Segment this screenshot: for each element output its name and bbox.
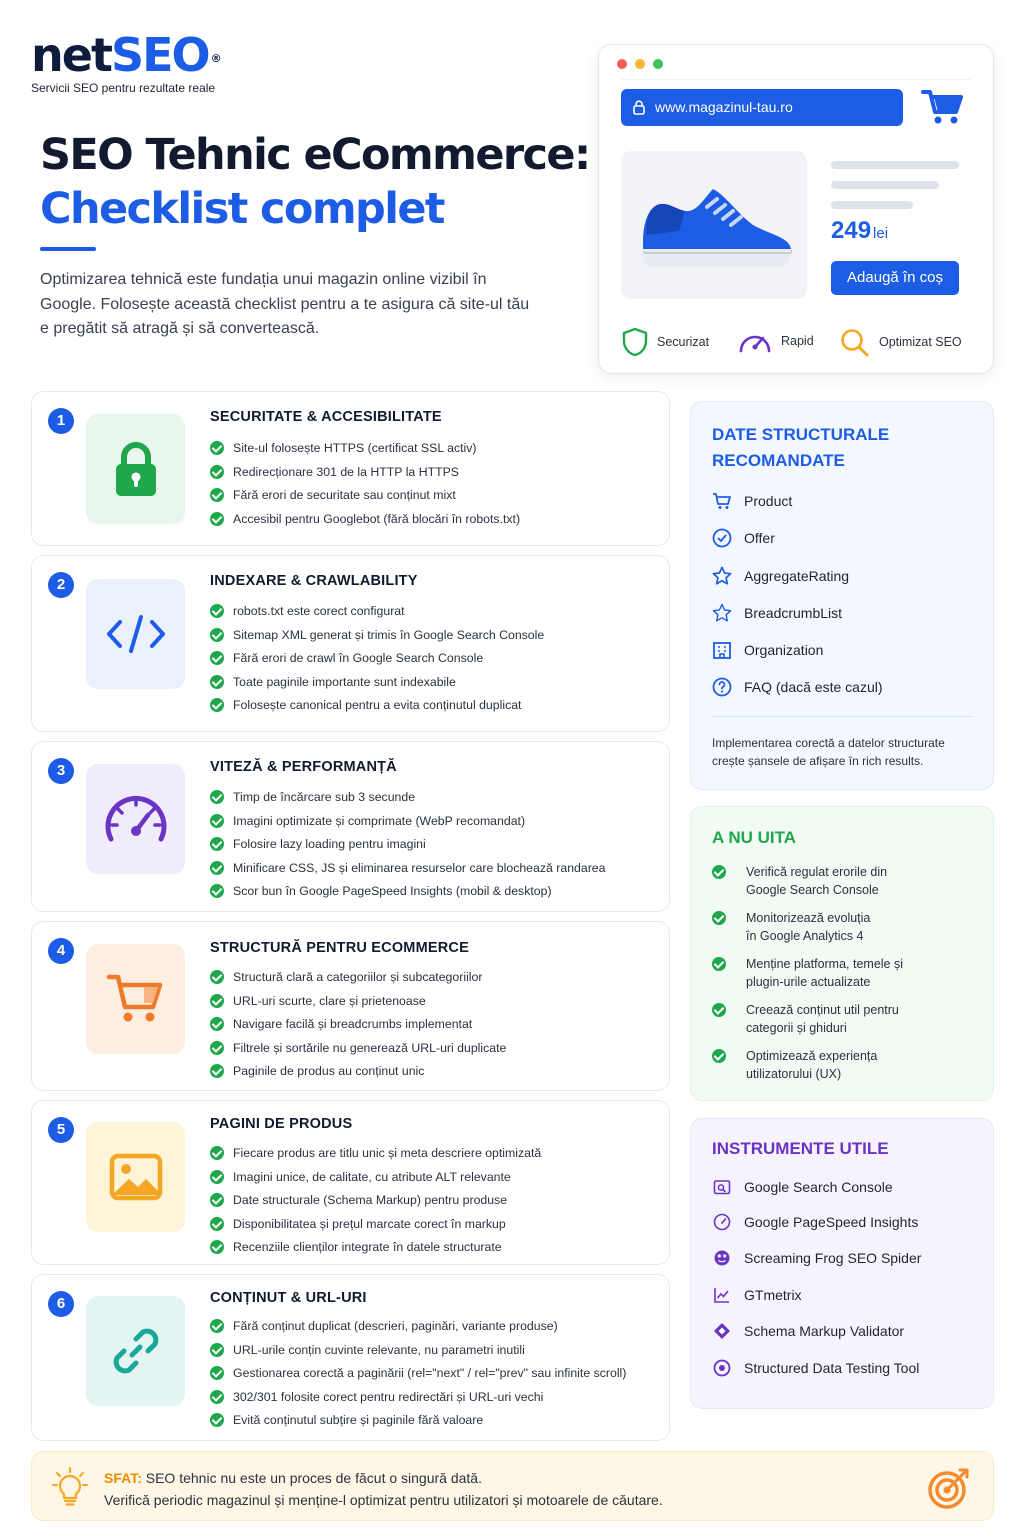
tip-banner — [31, 1451, 994, 1521]
tip-text: SFAT: SEO tehnic nu este un proces de făcut o singură dată. Verifică periodic magazinul și menține-l optimizat pentru utilizatori și motoarele de căutare. — [104, 1470, 663, 1508]
check-icon — [210, 814, 224, 828]
structured-data-note: Implementarea corectă a datelor structurate crește șansele de afișare în rich results. — [712, 736, 945, 768]
check-icon — [210, 465, 224, 479]
check-icon — [210, 1170, 224, 1184]
reminder-item: Menține platforma, temele și plugin-urile actualizate — [712, 955, 952, 991]
checklist-item: Toate paginile importante sunt indexabile — [210, 673, 544, 697]
checklist-item: Date structurale (Schema Markup) pentru produse — [210, 1191, 541, 1215]
checklist — [210, 1317, 626, 1435]
magnifier-icon — [839, 327, 871, 357]
browser-mockup — [598, 44, 994, 374]
checklist-item: Structură clară a categoriilor și subcategoriilor — [210, 968, 506, 992]
tool-item: Structured Data Testing Tool — [712, 1358, 919, 1378]
section-icon-box — [86, 1296, 185, 1406]
window-maximize-dot — [653, 59, 663, 69]
check-icon — [210, 1319, 224, 1333]
checklist-item: Filtrele și sortările nu generează URL-uri duplicate — [210, 1039, 506, 1063]
checklist-item: Imagini unice, de calitate, cu atribute ALT relevante — [210, 1168, 541, 1192]
checklist-item: Fără erori de crawl în Google Search Console — [210, 649, 544, 673]
checklist — [210, 602, 544, 720]
gauge-icon — [713, 1213, 731, 1231]
star-outline-icon — [712, 603, 732, 623]
browser-divider — [621, 79, 971, 80]
check-icon — [210, 698, 224, 712]
checklist-item: Site-ul folosește HTTPS (certificat SSL activ) — [210, 439, 520, 463]
panel-title: DATE STRUCTURALE RECOMANDATE — [712, 425, 890, 470]
checklist — [210, 968, 506, 1086]
checklist-item: Fără conținut duplicat (descrieri, paginări, variante produse) — [210, 1317, 626, 1341]
lock-icon — [633, 100, 645, 115]
tool-item: Screaming Frog SEO Spider — [712, 1248, 921, 1268]
intro-text: Optimizarea tehnică este fundația unui magazin online vizibil în Google. Folosește această checklist pentru a te asigura că site-ul tău e pregătit să atragă și să convertească. — [40, 271, 530, 337]
checklist-item: Navigare facilă și breadcrumbs implementat — [210, 1015, 506, 1039]
address-url: www.magazinul-tau.ro — [655, 99, 793, 115]
section-title: CONȚINUT & URL-URI — [210, 1290, 367, 1306]
cart-icon — [106, 971, 166, 1027]
speedometer-icon — [737, 327, 773, 355]
section-title: STRUCTURĂ PENTRU ECOMMERCE — [210, 940, 469, 956]
address-bar[interactable] — [621, 89, 903, 126]
reminder-item: Verifică regulat erorile din Google Search Console — [712, 863, 952, 899]
logo-wordmark: netSEO ® — [31, 28, 222, 82]
checklist — [210, 439, 520, 533]
checklist-item: Accesibil pentru Googlebot (fără blocări în robots.txt) — [210, 510, 520, 534]
schema-item: Product — [712, 491, 792, 511]
checklist-item: Folosește canonical pentru a evita conținutul duplicat — [210, 696, 544, 720]
check-icon — [210, 994, 224, 1008]
check-icon — [210, 1390, 224, 1404]
target-icon — [927, 1466, 971, 1510]
section-icon-box — [86, 1122, 185, 1232]
section-icon-box — [86, 944, 185, 1054]
check-icon — [210, 790, 224, 804]
building-icon — [712, 640, 732, 660]
checklist-item: Timp de încărcare sub 3 secunde — [210, 788, 606, 812]
shield-icon — [621, 327, 649, 357]
window-minimize-dot — [635, 59, 645, 69]
panel-title: A NU UITA — [712, 828, 797, 847]
settings-icon — [713, 1359, 731, 1377]
check-icon — [210, 884, 224, 898]
section-number: 2 — [48, 572, 74, 598]
section-number: 6 — [48, 1291, 74, 1317]
search-console-icon — [713, 1178, 731, 1196]
section-icon-box — [86, 579, 185, 689]
check-icon — [210, 1017, 224, 1031]
product-image[interactable] — [621, 151, 807, 299]
cart-icon — [712, 492, 732, 510]
tool-item: Google Search Console — [712, 1177, 893, 1197]
check-icon — [210, 861, 224, 875]
frog-icon — [713, 1249, 731, 1267]
checklist — [210, 788, 606, 906]
section-number: 4 — [48, 938, 74, 964]
schema-item: Offer — [712, 528, 775, 548]
window-close-dot — [617, 59, 627, 69]
section-icon-box — [86, 414, 185, 524]
checklist-item: Sitemap XML generat și trimis în Google Search Console — [210, 626, 544, 650]
section-number: 3 — [48, 758, 74, 784]
schema-item: AggregateRating — [712, 566, 849, 586]
check-icon — [210, 675, 224, 689]
logo-tagline: Servicii SEO pentru rezultate reale — [31, 81, 216, 95]
tools-panel — [690, 1118, 994, 1409]
brand-logo — [31, 30, 222, 95]
section-number: 1 — [48, 408, 74, 434]
tool-item: Schema Markup Validator — [712, 1321, 904, 1341]
code-icon — [106, 614, 166, 654]
tool-item: Google PageSpeed Insights — [712, 1212, 918, 1232]
placeholder-line — [831, 181, 939, 189]
checklist-item: Folosire lazy loading pentru imagini — [210, 835, 606, 859]
section-product-pages — [31, 1100, 670, 1265]
section-title: PAGINI DE PRODUS — [210, 1116, 353, 1132]
check-icon — [210, 837, 224, 851]
check-icon — [210, 970, 224, 984]
section-security — [31, 391, 670, 546]
checklist-item: Recenziile clienților integrate în datele structurate — [210, 1238, 541, 1262]
section-number: 5 — [48, 1117, 74, 1143]
check-icon — [210, 1041, 224, 1055]
structured-data-panel — [690, 401, 994, 790]
add-to-cart-button[interactable]: Adaugă în coș — [831, 261, 959, 295]
check-icon — [210, 1240, 224, 1254]
section-speed — [31, 741, 670, 912]
checklist-item: Redirecționare 301 de la HTTP la HTTPS — [210, 463, 520, 487]
speedometer-icon — [103, 791, 169, 847]
check-icon — [210, 1146, 224, 1160]
tag-icon — [712, 528, 732, 548]
lightbulb-icon — [52, 1467, 88, 1507]
check-icon — [712, 865, 726, 879]
tool-item: GTmetrix — [712, 1285, 802, 1305]
check-icon — [712, 911, 726, 925]
chart-line-icon — [713, 1286, 731, 1304]
checklist-item: Evită conținutul subțire și paginile fără valoare — [210, 1411, 626, 1435]
panel-divider — [712, 716, 972, 717]
checklist-item: Scor bun în Google PageSpeed Insights (mobil & desktop) — [210, 882, 606, 906]
product-price: 249 lei — [831, 217, 889, 244]
schema-item: BreadcrumbList — [712, 603, 842, 623]
page-title: SEO Tehnic eCommerce: Checklist complet — [40, 130, 590, 234]
panel-title: INSTRUMENTE UTILE — [712, 1139, 889, 1158]
lock-icon — [111, 440, 161, 498]
check-icon — [712, 1003, 726, 1017]
check-icon — [210, 512, 224, 526]
cart-icon[interactable] — [921, 87, 965, 127]
image-icon — [109, 1153, 163, 1201]
question-icon — [712, 677, 732, 697]
check-icon — [210, 1343, 224, 1357]
check-icon — [210, 651, 224, 665]
reminder-item: Optimizează experiența utilizatorului (UX) — [712, 1047, 952, 1083]
link-icon — [106, 1321, 166, 1381]
reminder-item: Monitorizează evoluția în Google Analytics 4 — [712, 909, 952, 945]
checklist-item: Paginile de produs au conținut unic — [210, 1062, 506, 1086]
section-indexing — [31, 555, 670, 732]
section-icon-box — [86, 764, 185, 874]
checklist — [210, 1144, 541, 1262]
check-icon — [712, 957, 726, 971]
check-icon — [210, 1366, 224, 1380]
check-icon — [712, 1049, 726, 1063]
reminder-item: Creează conținut util pentru categorii și ghiduri — [712, 1001, 952, 1037]
section-title: VITEZĂ & PERFORMANȚĂ — [210, 759, 397, 775]
star-icon — [712, 566, 732, 586]
checklist-item: Fără erori de securitate sau conținut mixt — [210, 486, 520, 510]
check-icon — [210, 488, 224, 502]
check-icon — [210, 1413, 224, 1427]
diamond-icon — [713, 1322, 731, 1340]
checklist-item: URL-uri scurte, clare și prietenoase — [210, 992, 506, 1016]
feature-fast: Rapid — [737, 327, 814, 355]
reminders-panel — [690, 806, 994, 1101]
checklist-item: Gestionarea corectă a paginării (rel="next" / rel="prev" sau infinite scroll) — [210, 1364, 626, 1388]
check-icon — [210, 1193, 224, 1207]
checklist-item: URL-urile conțin cuvinte relevante, nu parametri inutili — [210, 1341, 626, 1365]
checklist-item: Fiecare produs are titlu unic și meta descriere optimizată — [210, 1144, 541, 1168]
checklist-item: robots.txt este corect configurat — [210, 602, 544, 626]
checklist-item: Imagini optimizate și comprimate (WebP recomandat) — [210, 812, 606, 836]
schema-item: Organization — [712, 640, 823, 660]
checklist-item: 302/301 folosite corect pentru redirectări și URL-uri vechi — [210, 1388, 626, 1412]
section-content-urls — [31, 1274, 670, 1441]
check-icon — [210, 441, 224, 455]
placeholder-line — [831, 161, 959, 169]
section-title: INDEXARE & CRAWLABILITY — [210, 573, 418, 589]
check-icon — [210, 1064, 224, 1078]
title-underline — [40, 247, 96, 251]
checklist-item: Minificare CSS, JS și eliminarea resurselor care blochează randarea — [210, 859, 606, 883]
section-title: SECURITATE & ACCESIBILITATE — [210, 409, 442, 425]
section-structure — [31, 921, 670, 1091]
check-icon — [210, 628, 224, 642]
sneaker-icon — [621, 151, 807, 299]
placeholder-line — [831, 201, 913, 209]
check-icon — [210, 1217, 224, 1231]
feature-seo: Optimizat SEO — [839, 327, 962, 357]
feature-secure: Securizat — [621, 327, 709, 357]
schema-item: FAQ (dacă este cazul) — [712, 677, 883, 697]
check-icon — [210, 604, 224, 618]
checklist-item: Disponibilitatea și prețul marcate corect în markup — [210, 1215, 541, 1239]
